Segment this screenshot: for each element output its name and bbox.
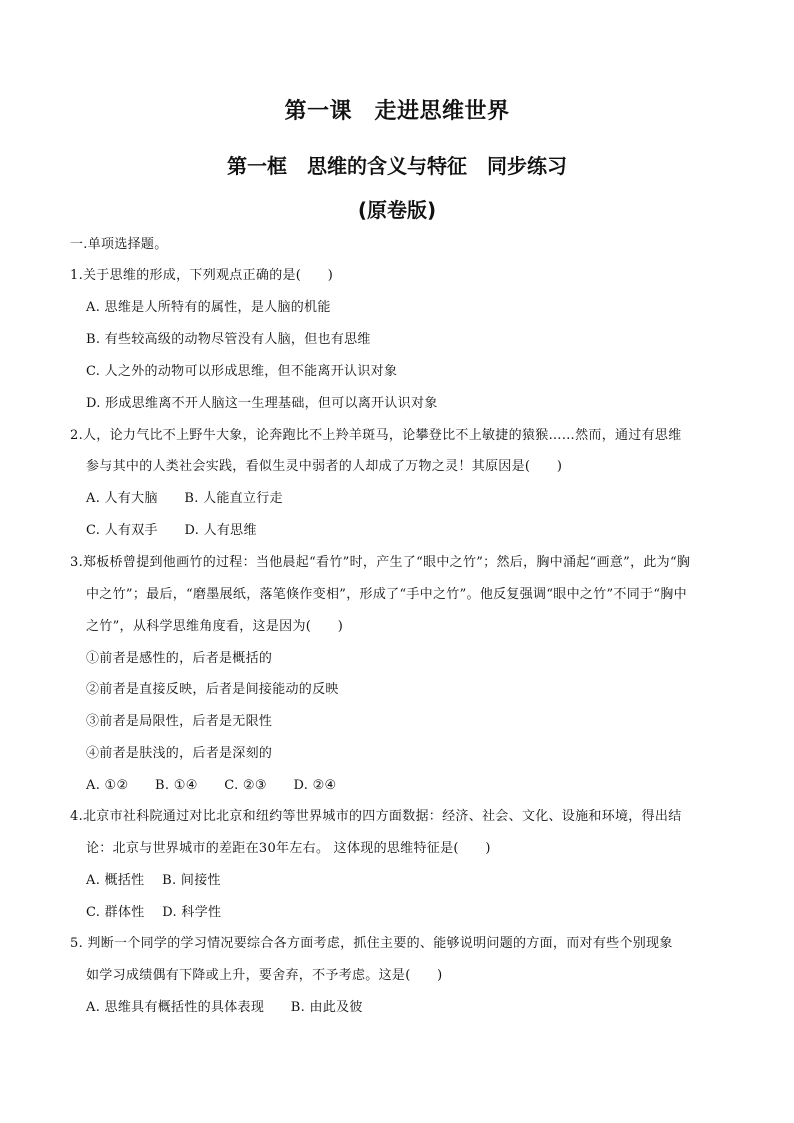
question-2-stem-line-1: 2.人，论力气比不上野牛大象，论奔跑比不上羚羊斑马，论攀登比不上敏捷的猿猴……然而，通过有思维 <box>70 428 682 443</box>
question-5-stem-line-2: 如学习成绩偶有下降或上升，要舍弃，不予考虑。这是( ) <box>86 968 443 983</box>
question-3-item-4: ④前者是肤浅的，后者是深刻的 <box>86 746 273 761</box>
question-4-stem-line-2: 论：北京与世界城市的差距在30年左右。 这体现的思维特征是( ) <box>86 841 491 856</box>
question-4-options-ab: A. 概括性 B. 间接性 <box>86 873 221 888</box>
version-label: (原卷版) <box>357 198 437 222</box>
question-3-item-2: ②前者是直接反映，后者是间接能动的反映 <box>86 682 339 697</box>
question-2-options-cd: C. 人有双手 D. 人有思维 <box>86 523 257 538</box>
section-title: 第一框 思维的含义与特征 同步练习 <box>227 154 567 178</box>
question-4-stem-line-1: 4.北京市社科院通过对比北京和纽约等世界城市的四方面数据：经济、社会、文化、设施和环境，得出结 <box>70 809 682 824</box>
question-5-options: A. 思维具有概括性的具体表现 B. 由此及彼 <box>86 1000 363 1015</box>
question-3-item-3: ③前者是局限性，后者是无限性 <box>86 714 273 729</box>
question-3-stem-line-1: 3.郑板桥曾提到他画竹的过程：当他晨起“看竹”时，产生了“眼中之竹”；然后，胸中涌起“画意”，此为“胸 <box>70 555 691 570</box>
lesson-title: 第一课 走进思维世界 <box>284 99 510 124</box>
question-3-stem-line-2: 中之竹”；最后，“磨墨展纸，落笔倏作变相”，形成了“手中之竹”。他反复强调“眼中之竹”不同于“胸中 <box>86 587 687 602</box>
question-1-option-d: D. 形成思维离不开人脑这一生理基础，但可以离开认识对象 <box>86 396 438 411</box>
question-3-options: A. ①② B. ①④ C. ②③ D. ②④ <box>86 778 337 793</box>
question-5-stem-line-1: 5. 判断一个同学的学习情况要综合各方面考虑，抓住主要的、能够说明问题的方面，而对有些个别现象 <box>70 936 673 951</box>
question-3-stem-line-3: 之竹”，从科学思维角度看，这是因为( ) <box>86 619 344 634</box>
question-1-option-b: B. 有些较高级的动物尽管没有人脑，但也有思维 <box>86 332 371 347</box>
question-1-option-a: A. 思维是人所特有的属性，是人脑的机能 <box>86 300 331 315</box>
section-heading: 一.单项选择题。 <box>70 237 168 252</box>
question-2-stem-line-2: 参与其中的人类社会实践，看似生灵中弱者的人却成了万物之灵！其原因是( ) <box>86 459 563 474</box>
question-1-stem: 1.关于思维的形成，下列观点正确的是( ) <box>70 268 334 283</box>
question-4-options-cd: C. 群体性 D. 科学性 <box>86 905 222 920</box>
question-1-option-c: C. 人之外的动物可以形成思维，但不能离开认识对象 <box>86 364 398 379</box>
question-3-item-1: ①前者是感性的，后者是概括的 <box>86 651 273 666</box>
question-2-options-ab: A. 人有大脑 B. 人能直立行走 <box>86 491 283 506</box>
